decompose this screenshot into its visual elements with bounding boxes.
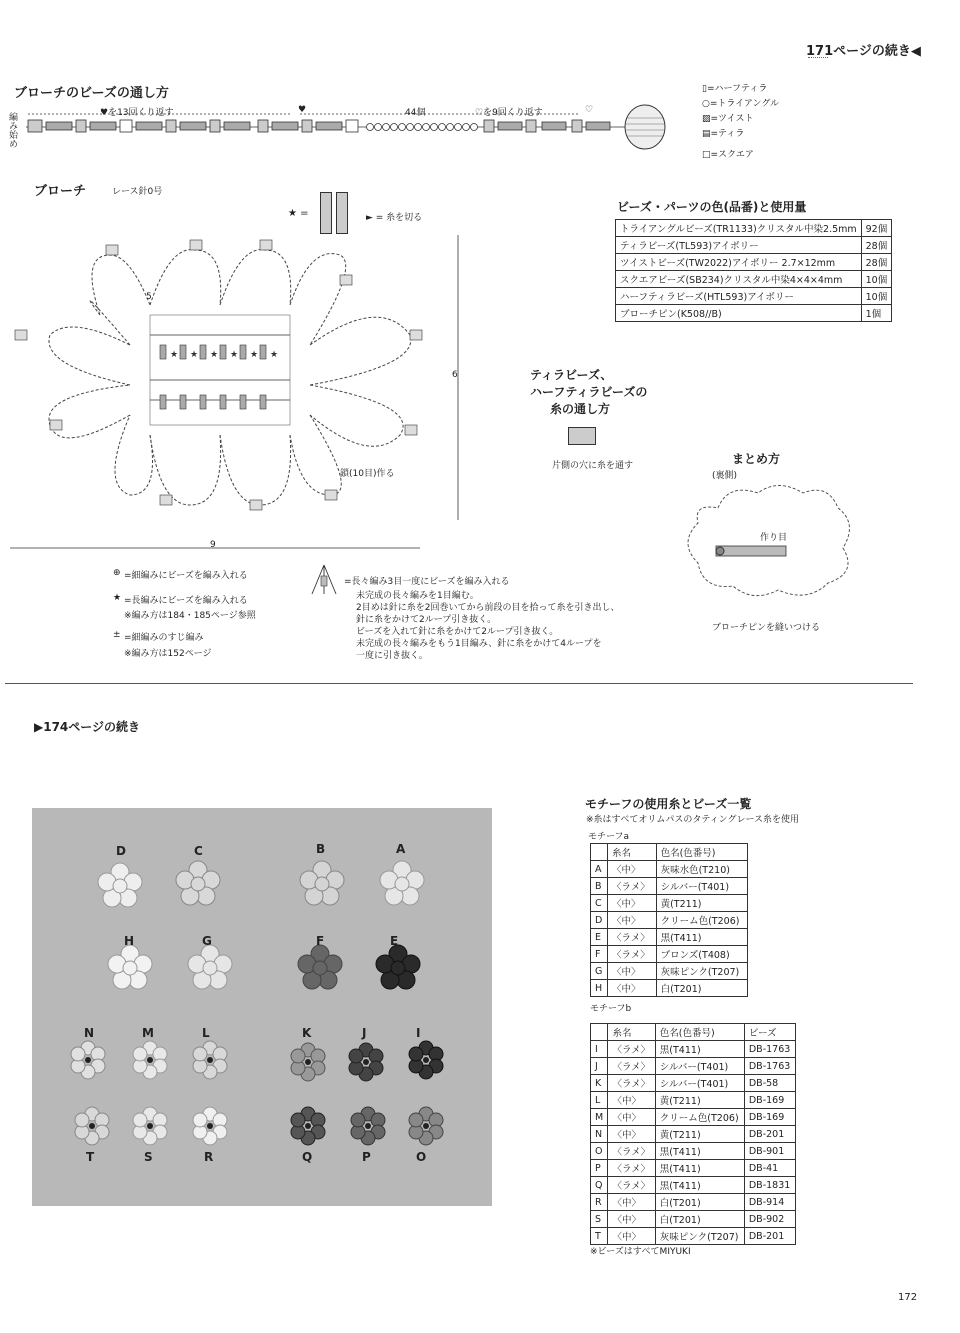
- table-cell: T: [591, 1228, 608, 1245]
- table-cell: R: [591, 1194, 608, 1211]
- made-stitch-label: 作り目: [760, 533, 788, 543]
- label-l: L: [202, 1026, 210, 1040]
- label-n: N: [84, 1026, 95, 1040]
- table-row: [591, 1177, 796, 1194]
- page-number: 172: [898, 1292, 918, 1303]
- table-row: [591, 861, 748, 878]
- beads-note: ※ビーズはすべてMIYUKI: [590, 1247, 691, 1257]
- cut-thread-note: ► = 糸を切る: [366, 213, 423, 223]
- table-cell: A: [591, 861, 608, 878]
- table-row: [591, 1160, 796, 1177]
- table-cell: 灰味水色(T210): [656, 861, 747, 878]
- table-cell: E: [591, 929, 608, 946]
- part-qty: 28個: [861, 237, 892, 254]
- note-sc-back-loop: =細編みのすじ編み: [124, 633, 204, 643]
- table-header-row: [591, 1024, 796, 1041]
- part-name: トライアングルビーズ(TR1133)クリスタル中染2.5mm: [616, 220, 862, 237]
- label-i: I: [416, 1026, 421, 1040]
- label-r: R: [204, 1150, 214, 1164]
- parts-table: [615, 219, 892, 322]
- step-line: 未完成の長々編みを1目編む。: [356, 591, 479, 601]
- table-row: [591, 1211, 796, 1228]
- label-h: H: [124, 934, 135, 948]
- table-cell: DB-58: [744, 1075, 795, 1092]
- star-definition: ★ =: [288, 208, 309, 219]
- table-row: [591, 895, 748, 912]
- table-cell: 〈ラメ〉: [608, 1177, 655, 1194]
- motif-a-title: モチーフa: [588, 832, 630, 842]
- table-cell: O: [591, 1143, 608, 1160]
- table-cell: 〈中〉: [608, 1194, 655, 1211]
- label-d: D: [116, 844, 126, 858]
- table-cell: DB-901: [744, 1143, 795, 1160]
- continued-from-header: 171ページの続き◀: [806, 44, 921, 59]
- bead-strand-diagram: [20, 100, 680, 160]
- header-cell: 糸名: [608, 1024, 655, 1041]
- star-bead-icon-2: [336, 192, 348, 234]
- table-cell: 〈中〉: [608, 861, 657, 878]
- table-cell: 黒(T411): [655, 1177, 744, 1194]
- note-tr-cluster: =長々編み3目一度にビーズを編み入れる: [344, 577, 510, 587]
- part-qty: 10個: [861, 271, 892, 288]
- table-cell: 〈中〉: [608, 912, 657, 929]
- svg-text:★: ★: [190, 350, 199, 360]
- label-f: F: [316, 934, 325, 948]
- table-cell: N: [591, 1126, 608, 1143]
- motif-flowers: [32, 808, 492, 1206]
- label-k: K: [302, 1026, 312, 1040]
- table-row: [591, 1143, 796, 1160]
- table-cell: 〈中〉: [608, 1109, 655, 1126]
- repeat-13-label: ♥を13回くり返す: [100, 108, 174, 118]
- table-row: [591, 1109, 796, 1126]
- motif-b-title: モチーフb: [590, 1004, 632, 1014]
- table-cell: 〈ラメ〉: [608, 1075, 655, 1092]
- table-cell: 〈ラメ〉: [608, 946, 657, 963]
- tila-title-line1: ティラビーズ、: [530, 368, 613, 382]
- label-o: O: [416, 1150, 427, 1164]
- header-cell: [591, 844, 608, 861]
- legend-tila: ▤=ティラ: [702, 129, 745, 139]
- table-row: [591, 878, 748, 895]
- count-44-label: 44個: [405, 108, 426, 118]
- table-row: [591, 1092, 796, 1109]
- motif-list-note: ※糸はすべてオリムパスのタティングレース糸を使用: [586, 815, 800, 825]
- header-cell: ビーズ: [744, 1024, 795, 1041]
- label-e: E: [390, 934, 399, 948]
- part-name: スクエアビーズ(SB234)クリスタル中染4×4×4mm: [616, 271, 862, 288]
- legend-twist: ▨=ツイスト: [702, 114, 754, 124]
- part-qty: 92個: [861, 220, 892, 237]
- table-row: [616, 271, 892, 288]
- table-cell: L: [591, 1092, 608, 1109]
- tila-threading-title: [530, 367, 647, 418]
- table-cell: B: [591, 878, 608, 895]
- table-cell: DB-1831: [744, 1177, 795, 1194]
- section-divider: [5, 683, 913, 684]
- table-cell: DB-41: [744, 1160, 795, 1177]
- continued-174: ▶174ページの続き: [34, 720, 141, 734]
- header-cell: 糸名: [608, 844, 657, 861]
- table-row: [591, 1075, 796, 1092]
- table-cell: 〈中〉: [608, 1126, 655, 1143]
- symbol-sc-back-loop-icon: ±: [113, 630, 121, 640]
- height-dimension: 6: [452, 370, 458, 380]
- bead-threading-title: ブローチのビーズの通し方: [14, 86, 169, 101]
- table-row: [591, 1228, 796, 1245]
- label-a: A: [396, 842, 406, 856]
- brooch-title: ブローチ: [34, 184, 87, 199]
- label-m: M: [142, 1026, 154, 1040]
- tila-title-line2: ハーフティラビーズの: [530, 385, 648, 399]
- table-cell: ブロンズ(T408): [656, 946, 747, 963]
- table-cell: 白(T201): [655, 1211, 744, 1228]
- symbol-dc-bead-icon: ★: [113, 593, 122, 603]
- table-cell: I: [591, 1041, 608, 1058]
- legend-triangle: ○=トライアングル: [702, 99, 780, 109]
- table-row: [591, 1058, 796, 1075]
- table-cell: 〈中〉: [608, 963, 657, 980]
- table-row: [616, 220, 892, 237]
- note-sc-bead: =細編みにビーズを編み入れる: [124, 571, 248, 581]
- note-dc-bead-sub: ※編み方は184・185ページ参照: [124, 611, 256, 621]
- motif-photo: [32, 808, 492, 1206]
- part-qty: 10個: [861, 288, 892, 305]
- label-c: C: [194, 844, 203, 858]
- table-cell: M: [591, 1109, 608, 1126]
- motif-a-table: [590, 843, 748, 997]
- table-row: [591, 1194, 796, 1211]
- brooch-chart: [10, 235, 460, 555]
- step-line: ビーズを入れて針に糸をかけて2ループ引き抜く。: [356, 627, 559, 637]
- bead-legend: [702, 82, 779, 163]
- label-p: P: [362, 1150, 371, 1164]
- table-cell: クリーム色(T206): [655, 1109, 744, 1126]
- table-cell: 黄(T211): [656, 895, 747, 912]
- table-cell: DB-201: [744, 1228, 795, 1245]
- table-cell: 〈ラメ〉: [608, 1143, 655, 1160]
- table-row: [591, 912, 748, 929]
- table-row: [616, 288, 892, 305]
- table-cell: 白(T201): [655, 1194, 744, 1211]
- svg-text:★: ★: [270, 350, 279, 360]
- label-t: T: [86, 1150, 95, 1164]
- table-cell: 〈ラメ〉: [608, 1058, 655, 1075]
- note-sc-back-loop-sub: ※編み方は152ページ: [124, 649, 212, 659]
- table-row: [591, 963, 748, 980]
- table-cell: C: [591, 895, 608, 912]
- table-cell: K: [591, 1075, 608, 1092]
- table-cell: Q: [591, 1177, 608, 1194]
- table-cell: DB-914: [744, 1194, 795, 1211]
- label-b: B: [316, 842, 326, 856]
- heart-mark: ♥: [298, 105, 307, 115]
- label-g: G: [202, 934, 212, 948]
- header-dots: [808, 57, 828, 58]
- table-cell: 〈ラメ〉: [608, 878, 657, 895]
- table-cell: P: [591, 1160, 608, 1177]
- table-cell: シルバー(T401): [656, 878, 747, 895]
- table-cell: シルバー(T401): [655, 1075, 744, 1092]
- assembly-diagram: [678, 478, 858, 608]
- part-name: ブローチピン(K508//B): [616, 305, 862, 322]
- part-name: ハーフティラビーズ(HTL593)アイボリー: [616, 288, 862, 305]
- star-bead-icon: [320, 192, 332, 234]
- chain-note: 鎖(10目)作る: [340, 469, 395, 479]
- table-cell: J: [591, 1058, 608, 1075]
- header-cell: 色名(色番号): [655, 1024, 744, 1041]
- table-cell: G: [591, 963, 608, 980]
- table-cell: DB-1763: [744, 1058, 795, 1075]
- table-cell: DB-169: [744, 1109, 795, 1126]
- table-cell: 黒(T411): [655, 1143, 744, 1160]
- svg-text:★: ★: [250, 350, 259, 360]
- heart-open-mark: ♡: [585, 105, 594, 115]
- header-cell: 色名(色番号): [656, 844, 747, 861]
- marker-5: 5: [146, 292, 152, 302]
- tr-cluster-steps: [356, 590, 619, 662]
- step-line: 一度に引き抜く。: [356, 651, 428, 661]
- repeat-9-label: ♡を9回くり返す: [475, 108, 543, 118]
- symbol-sc-bead-icon: ⊕: [113, 568, 121, 578]
- table-cell: 白(T201): [656, 980, 747, 997]
- table-cell: 黄(T211): [655, 1126, 744, 1143]
- header-cell: [591, 1024, 608, 1041]
- label-s: S: [144, 1150, 153, 1164]
- assembly-title: まとめ方: [732, 452, 781, 466]
- label-q: Q: [302, 1150, 313, 1164]
- table-cell: 〈ラメ〉: [608, 1160, 655, 1177]
- label-j: J: [362, 1026, 367, 1040]
- start-label: 編み始め: [7, 112, 17, 148]
- width-dimension: 9: [210, 540, 216, 550]
- legend-square: □=スクエア: [702, 150, 754, 160]
- table-row: [591, 1041, 796, 1058]
- table-cell: H: [591, 980, 608, 997]
- table-cell: 〈中〉: [608, 1228, 655, 1245]
- table-row: [616, 237, 892, 254]
- part-qty: 28個: [861, 254, 892, 271]
- table-cell: 黒(T411): [655, 1160, 744, 1177]
- needle-size: レース針0号: [112, 187, 163, 197]
- tila-caption: 片側の穴に糸を通す: [552, 461, 634, 471]
- table-cell: 灰味ピンク(T207): [655, 1228, 744, 1245]
- table-cell: DB-201: [744, 1126, 795, 1143]
- table-cell: DB-169: [744, 1092, 795, 1109]
- table-cell: 黄(T211): [655, 1092, 744, 1109]
- table-cell: DB-902: [744, 1211, 795, 1228]
- table-cell: 〈中〉: [608, 1092, 655, 1109]
- part-name: ツイストビーズ(TW2022)アイボリー 2.7×12mm: [616, 254, 862, 271]
- table-row: [591, 946, 748, 963]
- step-line: 2目めは針に糸を2回巻いてから前段の目を拾って糸を引き出し、: [356, 603, 620, 613]
- table-cell: 〈中〉: [608, 1211, 655, 1228]
- table-row: [591, 980, 748, 997]
- table-cell: 〈中〉: [608, 980, 657, 997]
- back-side-label: (裏側): [712, 471, 738, 481]
- table-cell: DB-1763: [744, 1041, 795, 1058]
- table-row: [616, 305, 892, 322]
- table-row: [591, 929, 748, 946]
- svg-text:★: ★: [210, 350, 219, 360]
- legend-half-tila: ▯=ハーフティラ: [702, 84, 768, 94]
- motif-list-title: モチーフの使用糸とビーズ一覧: [585, 797, 752, 811]
- table-cell: 灰味ピンク(T207): [656, 963, 747, 980]
- table-cell: 〈ラメ〉: [608, 929, 657, 946]
- table-cell: F: [591, 946, 608, 963]
- table-cell: シルバー(T401): [655, 1058, 744, 1075]
- pin-note: ブローチピンを縫いつける: [712, 623, 821, 633]
- table-row: [591, 1126, 796, 1143]
- svg-text:★: ★: [170, 350, 179, 360]
- table-cell: 〈中〉: [608, 895, 657, 912]
- step-line: 未完成の長々編みをもう1目編み、針に糸をかけて4ループを: [356, 639, 602, 649]
- table-cell: S: [591, 1211, 608, 1228]
- tila-bead-icon: [568, 427, 596, 445]
- svg-text:★: ★: [230, 350, 239, 360]
- tila-title-line3: 糸の通し方: [550, 402, 611, 416]
- parts-table-title: ビーズ・パーツの色(品番)と使用量: [617, 200, 807, 214]
- table-row: [616, 254, 892, 271]
- part-qty: 1個: [861, 305, 892, 322]
- symbol-tr-cluster-icon: [306, 562, 342, 598]
- table-cell: 〈ラメ〉: [608, 1041, 655, 1058]
- table-cell: 黒(T411): [655, 1041, 744, 1058]
- table-cell: 黒(T411): [656, 929, 747, 946]
- table-cell: D: [591, 912, 608, 929]
- step-line: 針に糸をかけて2ループ引き抜く。: [356, 615, 497, 625]
- table-header-row: [591, 844, 748, 861]
- part-name: ティラビーズ(TL593)アイボリー: [616, 237, 862, 254]
- note-dc-bead: =長編みにビーズを編み入れる: [124, 596, 248, 606]
- table-cell: クリーム色(T206): [656, 912, 747, 929]
- motif-b-table: [590, 1023, 796, 1245]
